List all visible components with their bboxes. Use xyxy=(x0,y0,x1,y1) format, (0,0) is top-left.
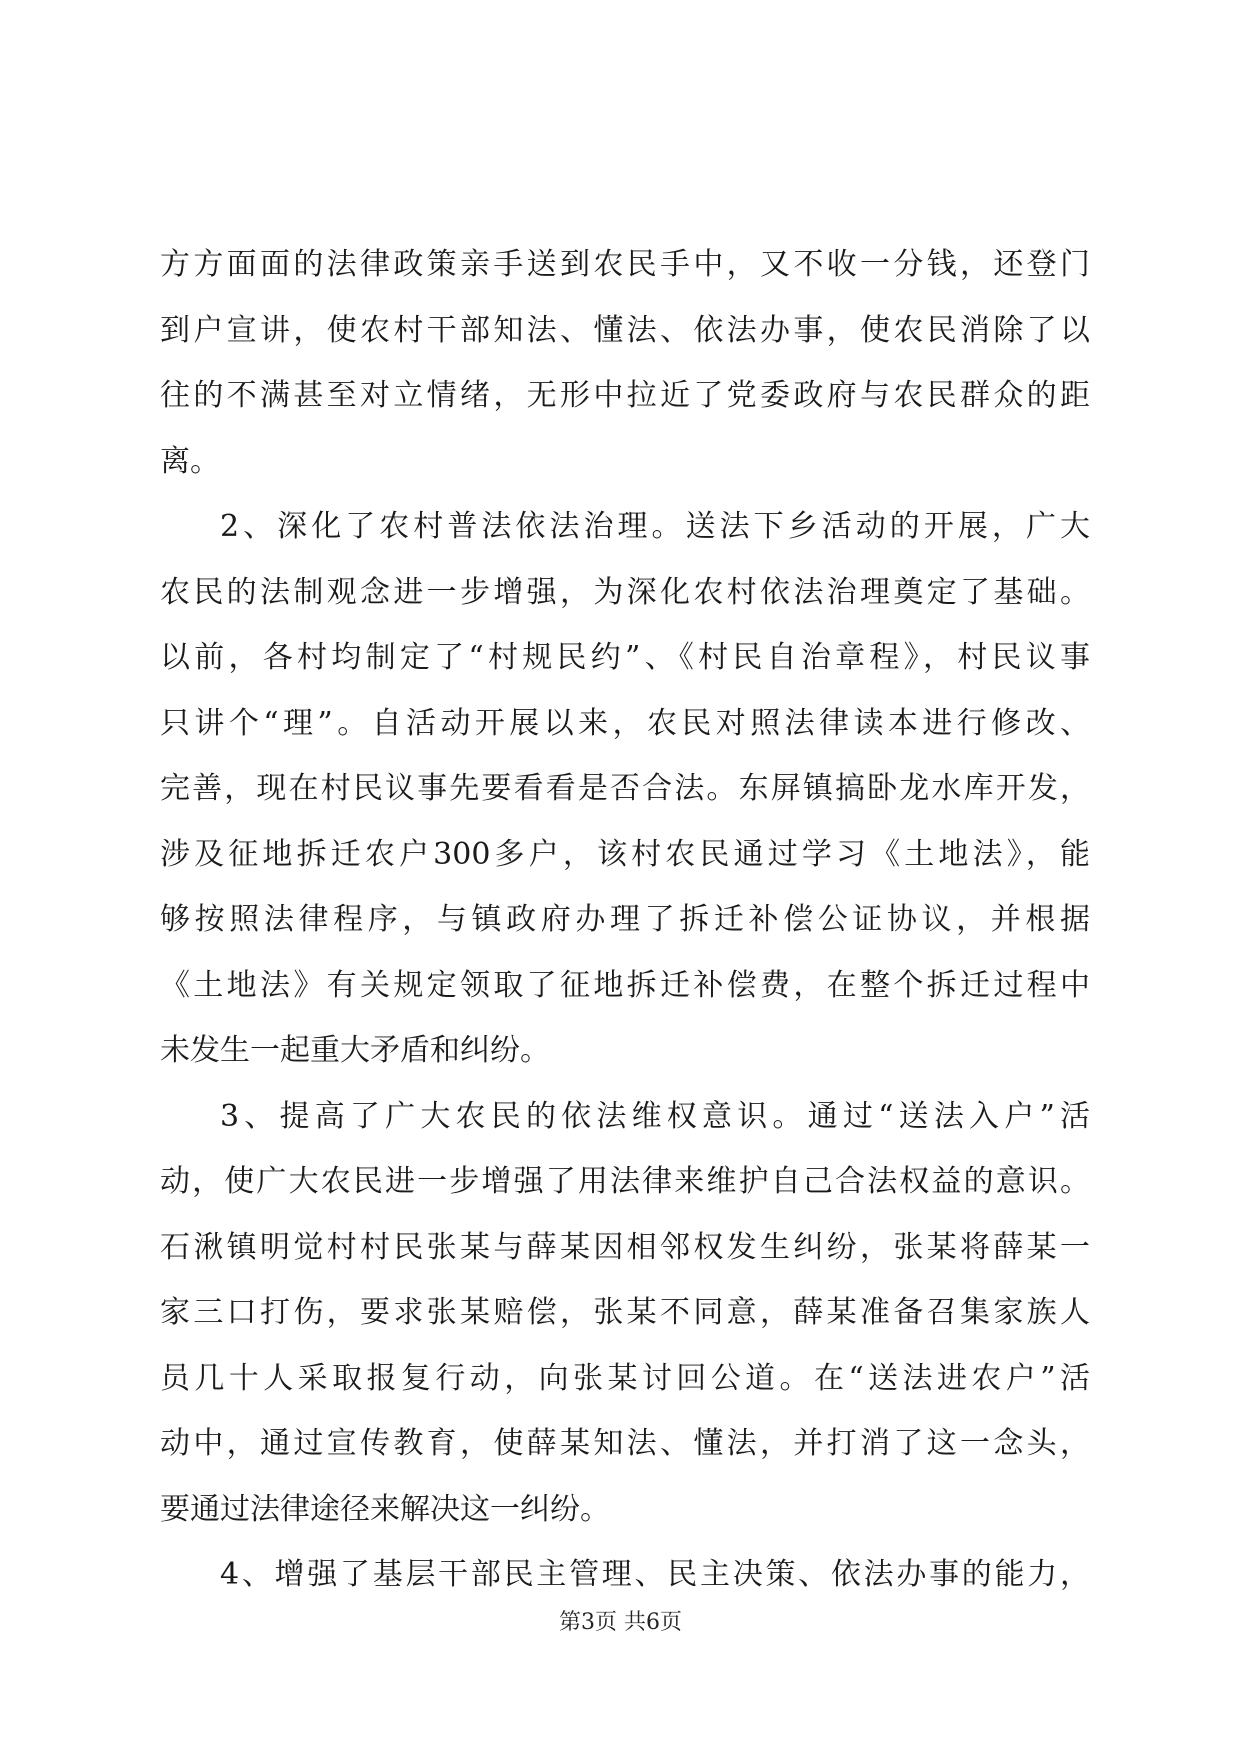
text-line: 以前，各村均制定了“村规民约”、《村民自治章程》，村民议事 xyxy=(160,640,1090,675)
text-line: 到户宣讲，使农村干部知法、懂法、依法办事，使农民消除了以 xyxy=(160,312,1090,348)
text-line: 够按照法律程序，与镇政府办理了拆迁补偿公证协议，并根据 xyxy=(160,902,1090,937)
text-line: 2、深化了农村普法依法治理。送法下乡活动的开展，广大 xyxy=(220,509,1090,544)
text-line: 农民的法制观念进一步增强，为深化农村依法治理奠定了基础。 xyxy=(160,574,1090,610)
text-line: 4、增强了基层干部民主管理、民主决策、依法办事的能力， xyxy=(220,1557,1090,1592)
text-line: 员几十人采取报复行动，向张某讨回公道。在“送法进农户”活 xyxy=(160,1360,1090,1396)
text-line: 往的不满甚至对立情绪，无形中拉近了党委政府与农民群众的距 xyxy=(160,378,1090,413)
page-footer: 第3页 共6页 xyxy=(559,1610,682,1635)
text-line: 动，使广大农民进一步增强了用法律来维护自己合法权益的意识。 xyxy=(160,1164,1090,1199)
text-line: 离。 xyxy=(160,443,220,479)
text-line: 完善，现在村民议事先要看看是否合法。东屏镇搞卧龙水库开发， xyxy=(160,771,1090,806)
text-line: 只讲个“理”。自活动开展以来，农民对照法律读本进行修改、 xyxy=(160,705,1090,741)
text-line: 方方面面的法律政策亲手送到农民手中，又不收一分钱，还登门 xyxy=(160,247,1090,282)
text-line: 3、提高了广大农民的依法维权意识。通过“送法入户”活 xyxy=(220,1098,1090,1134)
text-line: 涉及征地拆迁农户300多户，该村农民通过学习《土地法》，能 xyxy=(160,836,1090,872)
text-line: 未发生一起重大矛盾和纠纷。 xyxy=(160,1033,550,1068)
text-line: 动中，通过宣传教育，使薛某知法、懂法，并打消了这一念头， xyxy=(160,1426,1090,1461)
text-line: 要通过法律途径来解决这一纠纷。 xyxy=(160,1491,610,1527)
body-text xyxy=(160,232,1090,1608)
text-line: 石湫镇明觉村村民张某与薛某因相邻权发生纠纷，张某将薛某一 xyxy=(160,1229,1090,1265)
text-line: 家三口打伤，要求张某赔偿，张某不同意，薛某准备召集家族人 xyxy=(160,1295,1090,1330)
text-line: 《土地法》有关规定领取了征地拆迁补偿费，在整个拆迁过程中 xyxy=(160,967,1090,1003)
